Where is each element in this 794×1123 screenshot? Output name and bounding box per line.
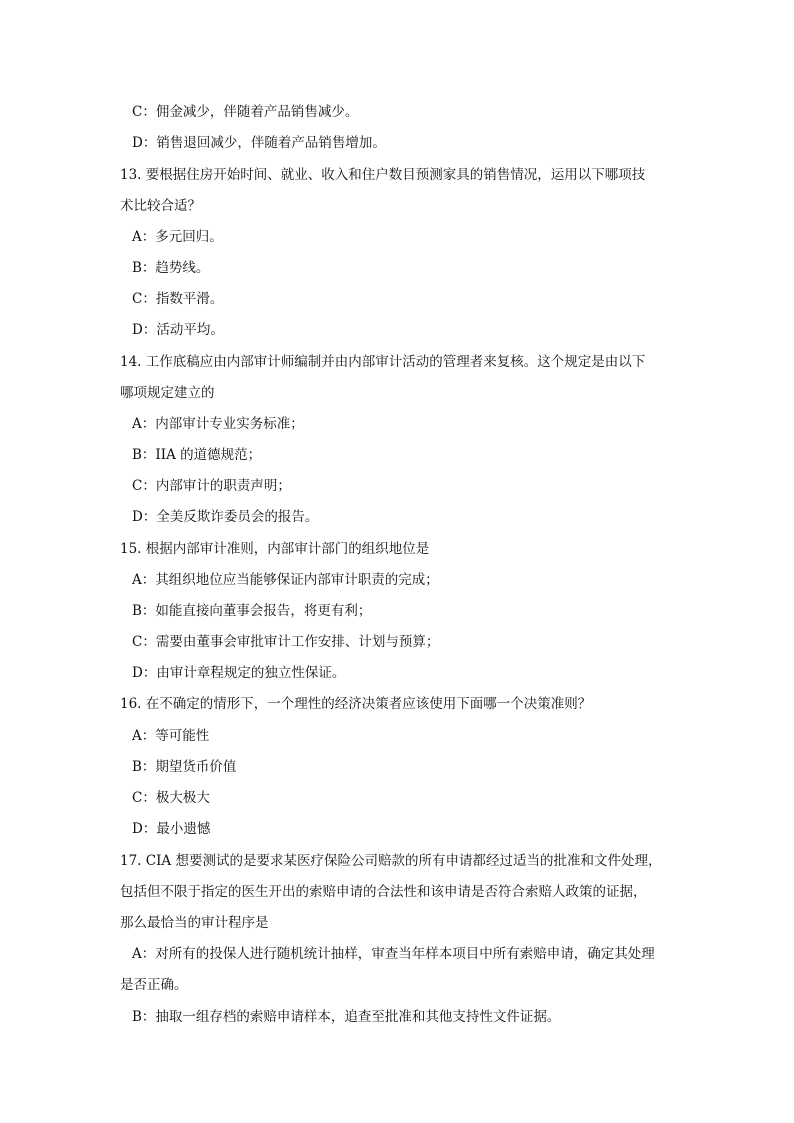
question-17-option-a-line-1: A：对所有的投保人进行随机统计抽样，审查当年样本项目中所有索赔申请，确定其处理 <box>132 946 655 962</box>
question-15-option-d: D：由审计章程规定的独立性保证。 <box>132 665 346 681</box>
question-15-line-1: 15. 根据内部审计准则，内部审计部门的组织地位是 <box>120 541 430 557</box>
question-13-line-1: 13. 要根据住房开始时间、就业、收入和住户数目预测家具的销售情况，运用以下哪项技 <box>120 167 646 183</box>
question-16-option-b: B：期望货币价值 <box>132 759 237 775</box>
option-13-c-prev: C：佣金减少，伴随着产品销售减少。 <box>132 104 359 120</box>
question-16-line-1: 16. 在不确定的情形下，一个理性的经济决策者应该使用下面哪一个决策准则？ <box>120 696 592 712</box>
question-16-option-a: A：等可能性 <box>132 728 210 744</box>
question-14-option-d: D：全美反欺诈委员会的报告。 <box>132 509 319 525</box>
question-17-option-b: B：抽取一组存档的索赔申请样本，追查至批准和其他支持性文件证据。 <box>132 1009 561 1025</box>
question-13-option-b: B：趋势线。 <box>132 260 210 276</box>
question-14-line-2: 哪项规定建立的 <box>120 385 215 401</box>
question-15-option-c: C：需要由董事会审批审计工作安排、计划与预算； <box>132 634 440 650</box>
question-14-option-b: B：IIA 的道德规范； <box>132 447 262 463</box>
question-13-option-c: C：指数平滑。 <box>132 291 224 307</box>
question-17-line-3: 那么最恰当的审计程序是 <box>120 915 269 931</box>
question-14-line-1: 14. 工作底稿应由内部审计师编制并由内部审计活动的管理者来复核。这个规定是由以下 <box>120 354 646 370</box>
question-13-line-2: 术比较合适？ <box>120 198 201 214</box>
question-17-line-1: 17. CIA 想要测试的是要求某医疗保险公司赔款的所有申请都经过适当的批准和文件处理， <box>120 853 662 869</box>
question-17-line-2: 包括但不限于指定的医生开出的索赔申请的合法性和该申请是否符合索赔人政策的证据， <box>120 884 647 900</box>
question-14-option-a: A：内部审计专业实务标准； <box>132 416 304 432</box>
question-17-option-a-line-2: 是否正确。 <box>120 977 188 993</box>
question-15-option-b: B：如能直接向董事会报告，将更有利； <box>132 603 372 619</box>
question-16-option-d: D：最小遗憾 <box>132 821 211 837</box>
question-13-option-d: D：活动平均。 <box>132 322 224 338</box>
question-13-option-a: A：多元回归。 <box>132 229 223 245</box>
option-d-prev: D：销售退回减少，伴随着产品销售增加。 <box>132 135 386 151</box>
question-15-option-a: A：其组织地位应当能够保证内部审计职责的完成； <box>132 572 439 588</box>
question-14-option-c: C：内部审计的职责声明； <box>132 478 291 494</box>
question-16-option-c: C：极大极大 <box>132 790 210 806</box>
